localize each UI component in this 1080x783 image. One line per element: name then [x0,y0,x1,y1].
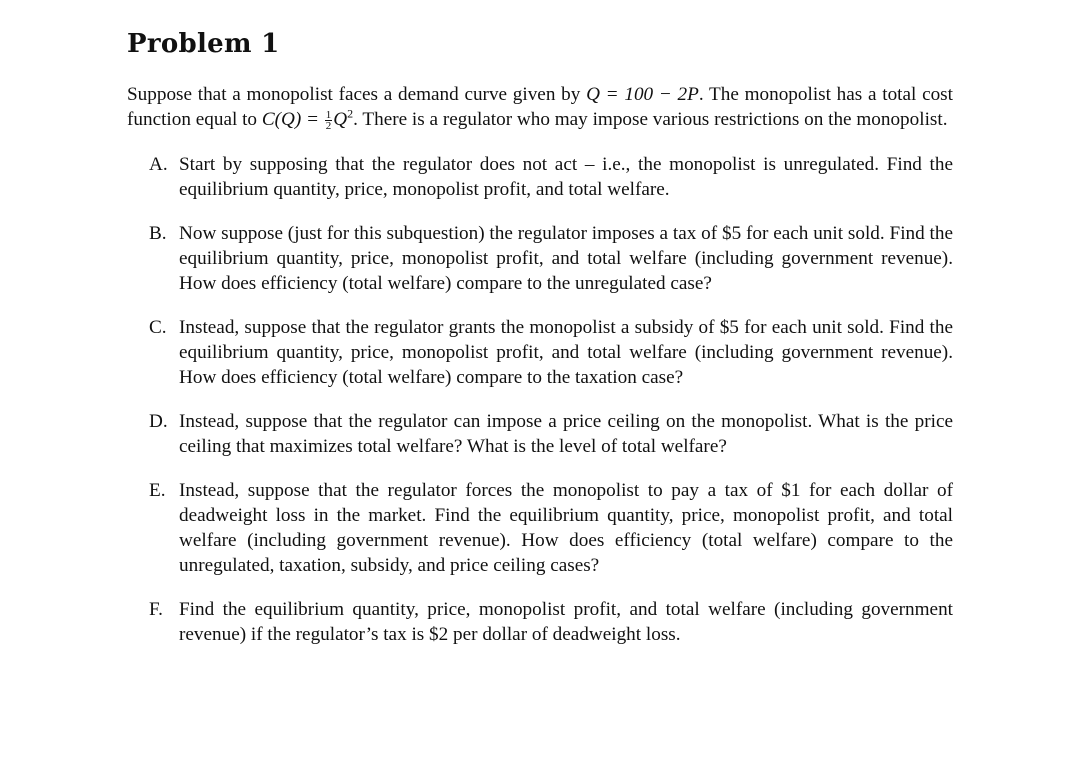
question-label: B. [149,223,167,244]
cost-exponent: 2 [347,106,354,121]
question-item [127,409,953,459]
problem-title: Problem 1 [127,29,280,59]
problem-page [127,24,953,666]
intro-text-3: . There is a regulator who may impose various restrictions on the monopolist. [353,109,948,130]
intro-text-1: Suppose that a monopolist faces a demand curve given by [127,84,587,105]
question-label: D. [149,411,168,432]
question-list [127,152,953,647]
cost-function-lhs: C(Q) = [261,109,324,130]
fraction-denominator: 2 [325,120,332,133]
question-item [127,315,953,390]
question-text: Instead, suppose that the regulator forces the monopolist to pay a tax of $1 for each dollar of deadweight loss in the market. Find the equilibrium quantity, price, monopolist profit, and total welfare (including government revenue). How does efficiency (total welfare) compare to the unregulated, taxation, subsidy, and price ceiling cases? [179,480,953,576]
question-text: Find the equilibrium quantity, price, monopolist profit, and total welfare (including government revenue) if the regulator’s tax is $2 per dollar of deadweight loss. [179,599,953,645]
intro-text-2: . The monopolist has a total cost function equal to [127,84,953,130]
question-text: Instead, suppose that the regulator grants the monopolist a subsidy of $5 for each unit sold. Find the equilibrium quantity, price, monopolist profit, and total welfare (including government revenue). How does efficiency (total welfare) compare to the taxation case? [179,317,953,388]
question-item [127,221,953,296]
demand-equation: Q = 100 − 2P [586,84,699,105]
question-text: Instead, suppose that the regulator can impose a price ceiling on the monopolist. What is the price ceiling that maximizes total welfare? What is the level of total welfare? [179,411,953,457]
cost-fraction [325,110,333,131]
question-item [127,152,953,202]
problem-intro [127,82,953,132]
fraction-numerator: 1 [325,109,332,122]
question-label: A. [149,154,168,175]
question-label: E. [149,480,166,501]
question-item [127,597,953,647]
question-label: F. [149,599,163,620]
question-label: C. [149,317,167,338]
question-text: Now suppose (just for this subquestion) the regulator imposes a tax of $5 for each unit sold. Find the equilibrium quantity, price, monopolist profit, and total welfare (including government revenue). How does efficiency (total welfare) compare to the unregulated case? [179,223,953,294]
cost-variable: Q [333,109,348,130]
question-item [127,478,953,578]
question-text: Start by supposing that the regulator does not act – i.e., the monopolist is unregulated. Find the equilibrium quantity, price, monopolist profit, and total welfare. [179,154,953,200]
